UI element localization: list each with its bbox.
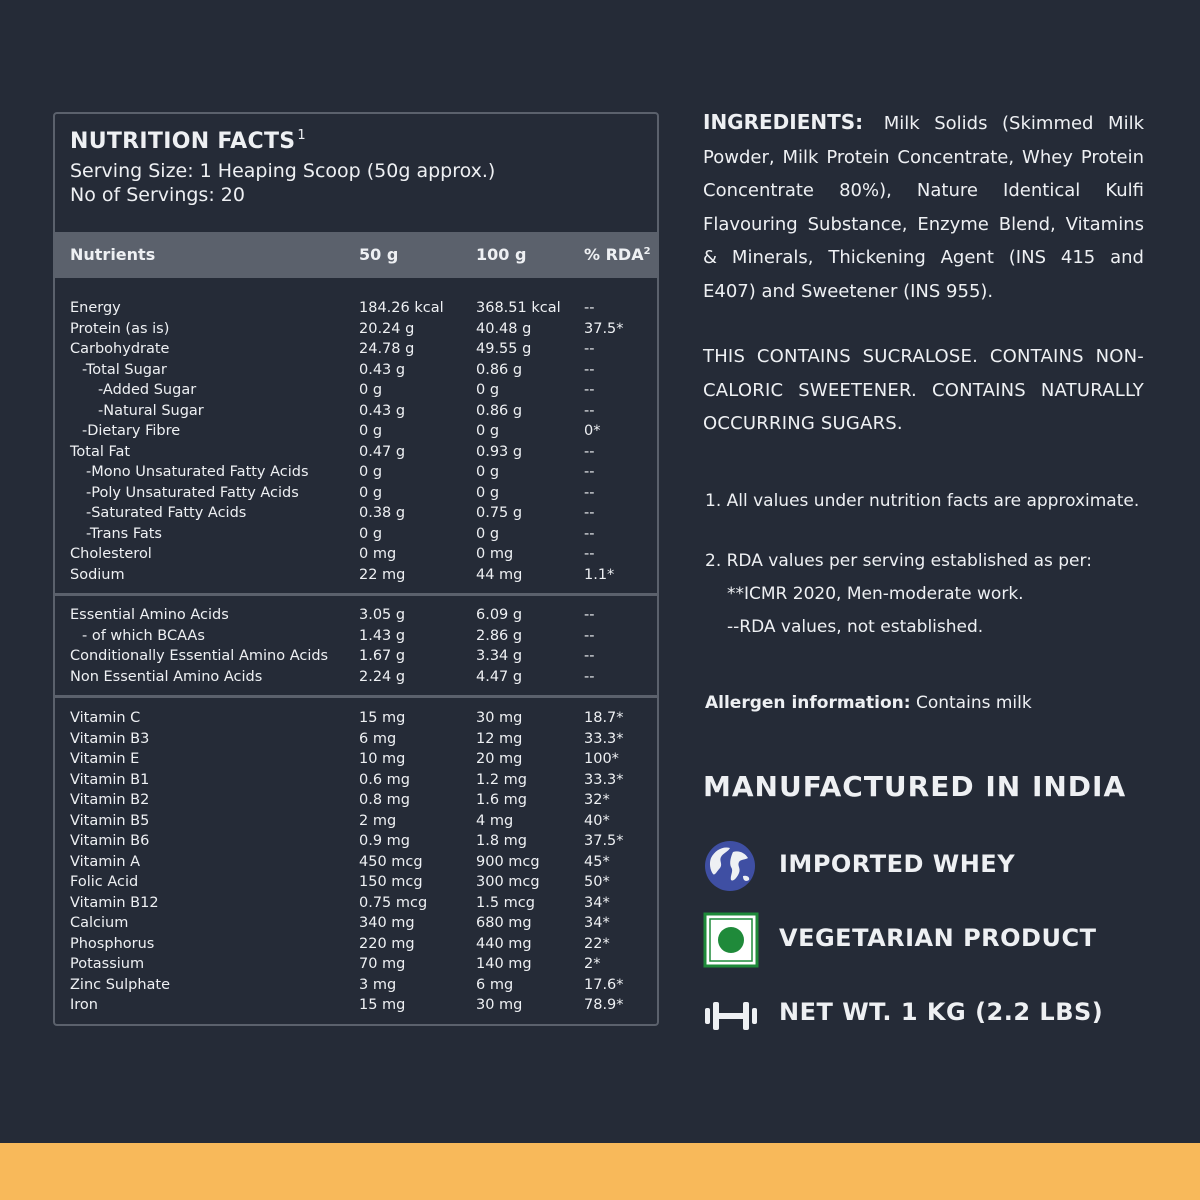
value-50g: 6 mg <box>359 730 397 747</box>
footnote-2-icmr: **ICMR 2020, Men-moderate work. <box>727 584 1024 604</box>
value-100g: 0 g <box>476 464 500 480</box>
value-rda: 22* <box>584 935 610 952</box>
value-50g: 3 mg <box>359 976 397 993</box>
value-100g: 44 mg <box>476 566 523 583</box>
ingredients-label: INGREDIENTS: <box>703 110 864 134</box>
nutrient-row <box>55 872 657 893</box>
nutrition-title: NUTRITION FACTS $^1$ <box>70 128 306 154</box>
allergen-label: Allergen information: <box>705 693 911 713</box>
nutrient-name: -Natural Sugar <box>98 402 204 419</box>
value-50g: 24.78 g <box>359 341 415 357</box>
nutrient-name: -Added Sugar <box>98 382 197 398</box>
nutrient-name: -Saturated Fatty Acids <box>86 505 247 521</box>
value-50g: 0.9 mg <box>359 833 410 849</box>
nutrient-row <box>55 360 657 381</box>
value-rda: 34* <box>584 894 610 911</box>
nutrient-row <box>55 893 657 914</box>
value-rda: -- <box>584 627 595 644</box>
manufactured-in-india: MANUFACTURED IN INDIA <box>703 770 1127 803</box>
header-50g: 50 g <box>359 245 399 264</box>
value-rda: -- <box>584 464 595 480</box>
value-100g: 20 mg <box>476 751 523 767</box>
value-100g: 0 g <box>476 382 500 398</box>
value-rda: 33.3* <box>584 771 624 788</box>
section-divider <box>55 695 657 698</box>
nutrient-row <box>55 626 657 647</box>
nutrient-row <box>55 442 657 463</box>
value-50g: 15 mg <box>359 710 406 726</box>
value-rda: -- <box>584 402 595 419</box>
macronutrients-section <box>55 298 657 585</box>
value-50g: 0.6 mg <box>359 771 410 788</box>
value-rda: -- <box>584 607 595 623</box>
value-50g: 2.24 g <box>359 668 406 685</box>
value-rda: -- <box>584 668 595 685</box>
nutrient-row <box>55 483 657 504</box>
value-100g: 900 mcg <box>476 853 540 870</box>
value-100g: 440 mg <box>476 935 532 952</box>
value-50g: 0 mg <box>359 546 397 562</box>
value-50g: 1.67 g <box>359 648 406 664</box>
value-rda: 34* <box>584 915 610 931</box>
nutrient-row <box>55 380 657 401</box>
value-100g: 1.5 mcg <box>476 894 535 911</box>
nutrient-row <box>55 934 657 955</box>
nutrient-row <box>55 503 657 524</box>
value-rda: -- <box>584 382 595 398</box>
value-100g: 0 g <box>476 525 500 542</box>
value-50g: 150 mcg <box>359 874 423 890</box>
value-100g: 0 g <box>476 423 500 439</box>
value-50g: 3.05 g <box>359 607 406 623</box>
nutrient-name: -Trans Fats <box>86 525 162 542</box>
value-100g: 49.55 g <box>476 341 532 357</box>
nutrient-row <box>55 995 657 1016</box>
value-100g: 0.86 g <box>476 361 523 378</box>
allergen-text: Contains milk <box>915 693 1032 713</box>
nutrient-row <box>55 462 657 483</box>
value-rda: -- <box>584 443 595 460</box>
value-50g: 450 mcg <box>359 853 423 870</box>
nutrient-row <box>55 298 657 319</box>
nutrient-row <box>55 339 657 360</box>
nutrient-name: Vitamin B3 <box>70 730 150 747</box>
value-100g: 40.48 g <box>476 320 532 337</box>
value-100g: 680 mg <box>476 915 532 931</box>
nutrient-name: Vitamin B2 <box>70 792 150 808</box>
nutrient-name: - of which BCAAs <box>82 627 205 644</box>
nutrient-name: Zinc Sulphate <box>70 976 171 993</box>
value-rda: 40* <box>584 812 610 829</box>
value-50g: 0 g <box>359 484 383 501</box>
nutrient-row <box>55 790 657 811</box>
value-100g: 30 mg <box>476 710 523 726</box>
value-50g: 70 mg <box>359 956 406 972</box>
serving-size: Serving Size: 1 Heaping Scoop (50g approx.) <box>70 160 496 182</box>
feature-label: NET WT. 1 KG (2.2 LBS) <box>779 998 1104 1026</box>
value-100g: 4.47 g <box>476 668 523 685</box>
value-rda: -- <box>584 484 595 501</box>
value-rda: 78.9* <box>584 997 624 1013</box>
value-rda: 32* <box>584 792 610 808</box>
value-100g: 6 mg <box>476 976 514 993</box>
value-50g: 0.43 g <box>359 361 406 378</box>
value-rda: 50* <box>584 874 610 890</box>
value-100g: 30 mg <box>476 997 523 1013</box>
nutrient-name: Folic Acid <box>70 874 139 890</box>
nutrient-name: Vitamin B1 <box>70 771 150 788</box>
value-100g: 1.6 mg <box>476 792 527 808</box>
value-50g: 20.24 g <box>359 320 415 337</box>
nutrient-name: Calcium <box>70 915 129 931</box>
value-rda: -- <box>584 505 595 521</box>
value-50g: 0 g <box>359 525 383 542</box>
value-100g: 368.51 kcal <box>476 300 561 316</box>
nutrient-name: Potassium <box>70 956 145 972</box>
nutrient-name: -Poly Unsaturated Fatty Acids <box>86 484 299 501</box>
nutrient-name: Cholesterol <box>70 546 152 562</box>
nutrient-row <box>55 852 657 873</box>
value-rda: -- <box>584 648 595 664</box>
value-50g: 1.43 g <box>359 627 406 644</box>
value-50g: 2 mg <box>359 812 397 829</box>
value-50g: 10 mg <box>359 751 406 767</box>
nutrient-row <box>55 667 657 688</box>
value-100g: 6.09 g <box>476 607 523 623</box>
nutrient-row <box>55 954 657 975</box>
value-rda: 17.6* <box>584 976 624 993</box>
value-100g: 140 mg <box>476 956 532 972</box>
value-rda: -- <box>584 341 595 357</box>
nutrient-row <box>55 708 657 729</box>
value-50g: 0.8 mg <box>359 792 410 808</box>
value-rda: 0* <box>584 423 601 439</box>
dumbbell-icon <box>703 988 759 1044</box>
value-rda: 100* <box>584 751 619 767</box>
feature-label: VEGETARIAN PRODUCT <box>779 924 1097 952</box>
ingredients-text: Milk Solids (Skimmed Milk Powder, Milk Protein Concentrate, Whey Protein Concentrate 80%), Nature Identical Kulfi Flavouring Substance, Enzyme Blend, Vitamins & Minerals, Thickening Agent (INS 415 and E407) and Sweetener (INS 955). <box>703 113 1144 302</box>
value-100g: 2.86 g <box>476 627 523 644</box>
value-50g: 184.26 kcal <box>359 300 444 316</box>
nutrient-row <box>55 605 657 626</box>
nutrient-name: Total Fat <box>70 443 131 460</box>
nutrient-name: Conditionally Essential Amino Acids <box>70 648 329 664</box>
nutrient-row <box>55 831 657 852</box>
nutrient-row <box>55 913 657 934</box>
nutrient-row <box>55 646 657 667</box>
value-50g: 0.47 g <box>359 443 406 460</box>
nutrient-row <box>55 749 657 770</box>
value-50g: 0 g <box>359 382 383 398</box>
nutrient-row <box>55 319 657 340</box>
value-50g: 0.43 g <box>359 402 406 419</box>
nutrient-name: Vitamin A <box>70 853 141 870</box>
value-100g: 0.86 g <box>476 402 523 419</box>
nutrient-row <box>55 729 657 750</box>
value-50g: 0.38 g <box>359 505 406 521</box>
value-rda: -- <box>584 300 595 316</box>
bottom-accent-strip <box>0 1143 1200 1200</box>
value-rda: 45* <box>584 853 610 870</box>
nutrient-name: Essential Amino Acids <box>70 607 229 623</box>
value-50g: 220 mg <box>359 935 415 952</box>
value-100g: 3.34 g <box>476 648 523 664</box>
nutrient-name: Vitamin B12 <box>70 894 159 911</box>
value-50g: 0 g <box>359 464 383 480</box>
nutrient-row <box>55 421 657 442</box>
value-rda: -- <box>584 525 595 542</box>
value-rda: -- <box>584 361 595 378</box>
value-100g: 0.93 g <box>476 443 523 460</box>
nutrient-row <box>55 811 657 832</box>
nutrient-name: -Total Sugar <box>82 361 167 378</box>
nutrient-row <box>55 544 657 565</box>
nutrient-row <box>55 770 657 791</box>
nutrient-name: Vitamin B5 <box>70 812 150 829</box>
nutrient-name: Sodium <box>70 566 125 583</box>
value-50g: 15 mg <box>359 997 406 1013</box>
value-rda: 37.5* <box>584 833 624 849</box>
section-divider <box>55 593 657 596</box>
nutrient-name: Vitamin C <box>70 710 141 726</box>
nutrient-name: Vitamin B6 <box>70 833 150 849</box>
value-100g: 4 mg <box>476 812 514 829</box>
footnote-2: 2. RDA values per serving established as per: <box>705 551 1092 571</box>
globe-icon <box>703 838 759 894</box>
value-50g: 0 g <box>359 423 383 439</box>
nutrient-name: -Dietary Fibre <box>82 423 181 439</box>
value-rda: 2* <box>584 956 601 972</box>
amino-acids-section <box>55 605 657 687</box>
allergen-info <box>705 693 1032 713</box>
nutrient-name: -Mono Unsaturated Fatty Acids <box>86 464 309 480</box>
micronutrients-section <box>55 708 657 1016</box>
nutrient-name: Protein (as is) <box>70 320 170 337</box>
nutrient-row <box>55 524 657 545</box>
nutrition-header <box>70 128 495 206</box>
value-100g: 0 g <box>476 484 500 501</box>
value-50g: 0.75 mcg <box>359 894 428 911</box>
nutrition-facts-panel <box>53 112 659 1026</box>
value-50g: 340 mg <box>359 915 415 931</box>
value-rda: 1.1* <box>584 566 615 583</box>
header-nutrients: Nutrients <box>70 245 156 264</box>
nutrient-row <box>55 401 657 422</box>
nutrient-row <box>55 975 657 996</box>
veg-mark-icon <box>703 912 759 968</box>
value-100g: 0 mg <box>476 546 514 562</box>
value-50g: 22 mg <box>359 566 406 583</box>
footnote-2-not-established: --RDA values, not established. <box>727 617 984 637</box>
nutrient-name: Non Essential Amino Acids <box>70 668 263 685</box>
value-100g: 1.2 mg <box>476 771 527 788</box>
nutrient-name: Vitamin E <box>70 751 140 767</box>
header-100g: 100 g <box>476 245 527 264</box>
value-rda: 33.3* <box>584 730 624 747</box>
value-100g: 1.8 mg <box>476 833 527 849</box>
value-100g: 300 mcg <box>476 874 540 890</box>
value-rda: 18.7* <box>584 710 624 726</box>
header-rda: % RDA$^2$ <box>584 245 651 264</box>
number-of-servings: No of Servings: 20 <box>70 184 245 206</box>
table-header <box>55 232 657 278</box>
sucralose-warning: THIS CONTAINS SUCRALOSE. CONTAINS NON-CALORIC SWEETENER. CONTAINS NATURALLY OCCURRING SUGARS. <box>703 346 1144 435</box>
value-100g: 0.75 g <box>476 505 523 521</box>
feature-label: IMPORTED WHEY <box>779 850 1016 878</box>
nutrient-name: Carbohydrate <box>70 341 170 357</box>
value-rda: -- <box>584 546 595 562</box>
value-100g: 12 mg <box>476 730 523 747</box>
nutrient-name: Phosphorus <box>70 935 155 952</box>
value-rda: 37.5* <box>584 320 624 337</box>
ingredients-block <box>703 106 1144 309</box>
nutrient-row <box>55 565 657 586</box>
nutrient-name: Energy <box>70 300 121 316</box>
nutrient-name: Iron <box>70 997 98 1013</box>
footnote-1: 1. All values under nutrition facts are approximate. <box>705 491 1140 511</box>
